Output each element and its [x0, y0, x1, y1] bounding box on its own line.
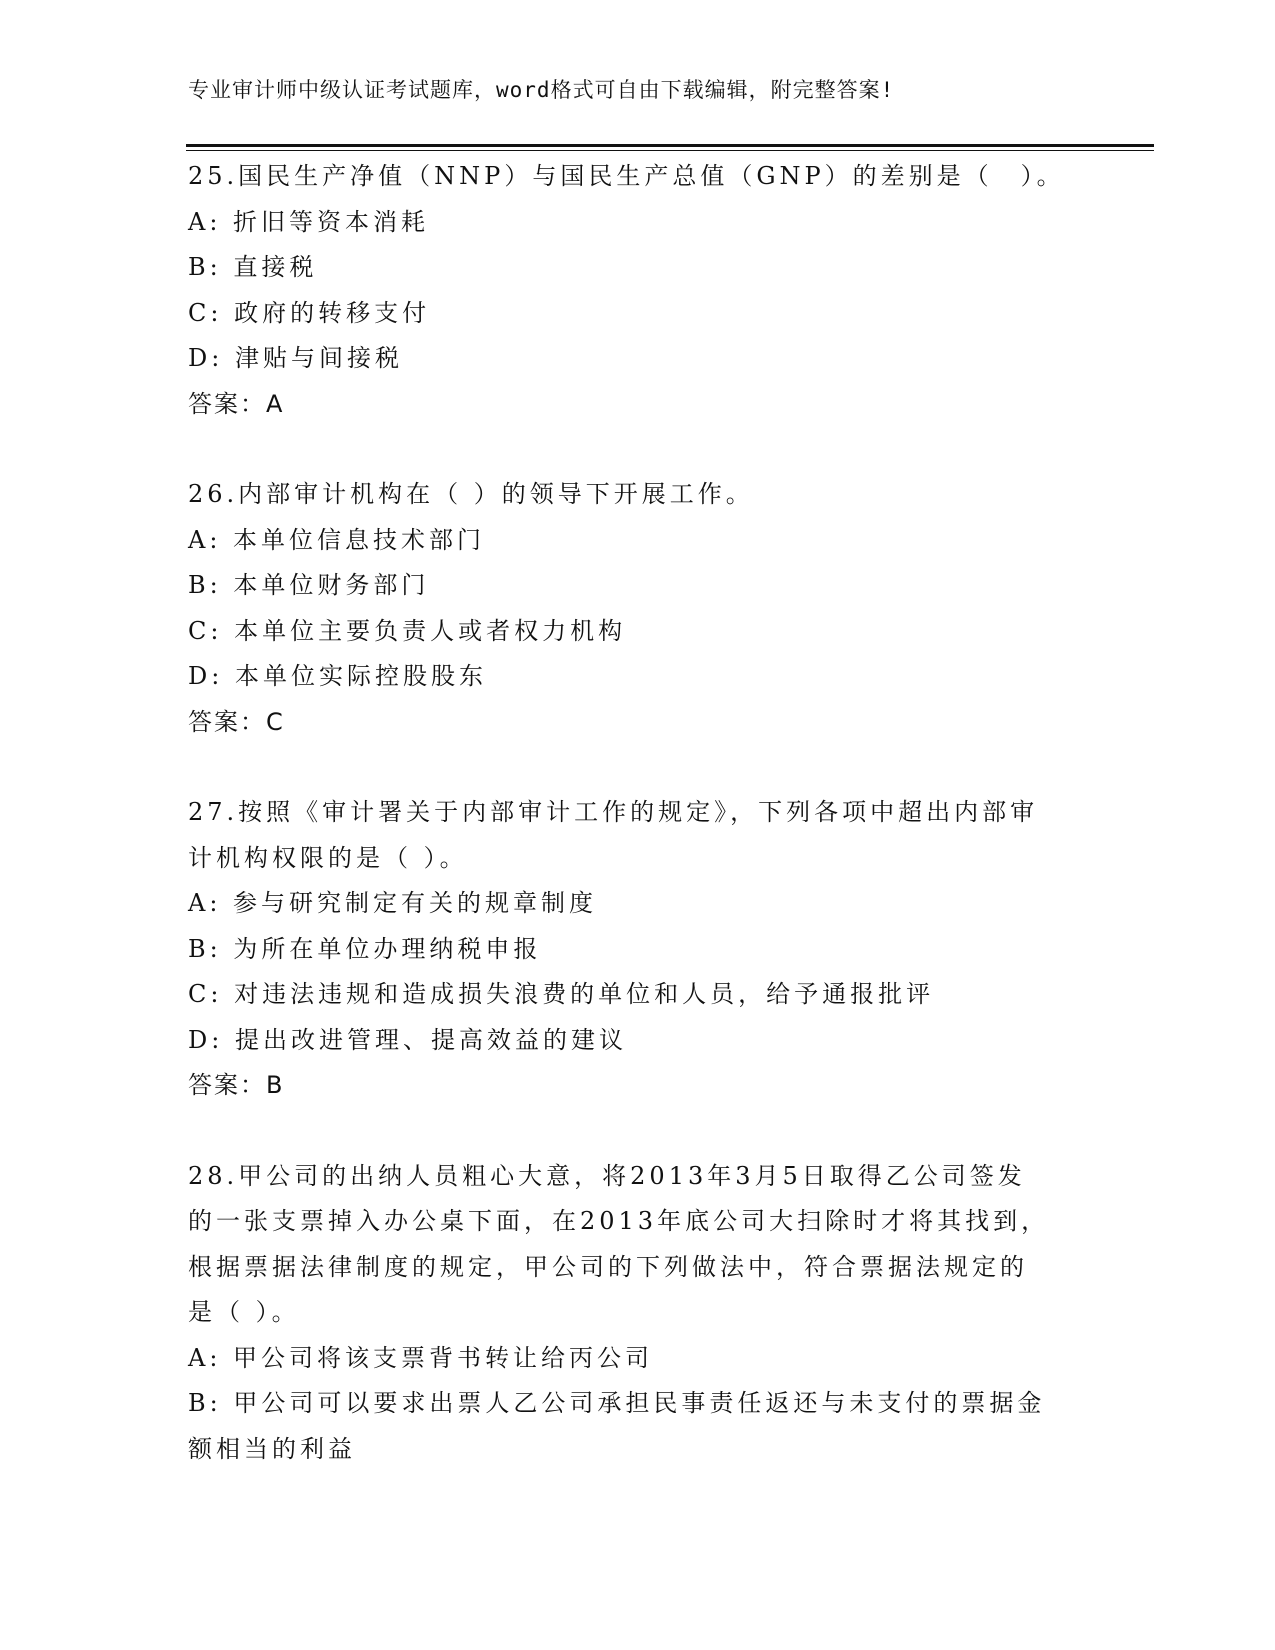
option-a: A: 甲公司将该支票背书转让给丙公司 — [188, 1343, 654, 1372]
question-28 — [188, 1154, 1088, 1473]
option-a: A: 参与研究制定有关的规章制度 — [188, 889, 598, 917]
question-25 — [188, 154, 1088, 427]
option-a: A: 本单位信息技术部门 — [188, 525, 486, 554]
option-b: B: 甲公司可以要求出票人乙公司承担民事责任返还与未支付的票据金 — [188, 1389, 1046, 1417]
question-stem-continued: 计机构权限的是（ ）。 — [188, 843, 468, 872]
option-d: D: 本单位实际控股股东 — [188, 662, 487, 690]
header-rule-thick — [186, 144, 1154, 147]
answer: 答案：C — [188, 707, 285, 736]
question-stem-continued: 是（ ）。 — [188, 1298, 300, 1326]
answer: 答案：B — [188, 1071, 285, 1099]
option-b-continued: 额相当的利益 — [188, 1434, 356, 1463]
page-header: 专业审计师中级认证考试题库，word格式可自由下载编辑，附完整答案! — [188, 78, 895, 102]
question-26 — [188, 472, 1088, 745]
option-c: C: 对违法违规和造成损失浪费的单位和人员，给予通报批评 — [188, 980, 935, 1008]
question-stem: 26.内部审计机构在（ ）的领导下开展工作。 — [188, 480, 754, 508]
option-b: B: 直接税 — [188, 253, 318, 281]
option-c: C: 本单位主要负责人或者权力机构 — [188, 616, 627, 645]
option-a: A: 折旧等资本消耗 — [188, 207, 430, 236]
option-d: D: 津贴与间接税 — [188, 344, 403, 372]
option-c: C: 政府的转移支付 — [188, 298, 431, 327]
option-b: B: 为所在单位办理纳税申报 — [188, 934, 542, 963]
question-stem: 27.按照《审计署关于内部审计工作的规定》，下列各项中超出内部审 — [188, 798, 1039, 826]
question-stem-continued: 的一张支票掉入办公桌下面，在2013年底公司大扫除时才将其找到， — [188, 1207, 1050, 1235]
header-rule-thin — [186, 150, 1154, 151]
question-27 — [188, 790, 1088, 1109]
question-list — [188, 154, 1088, 1517]
question-stem: 28.甲公司的出纳人员粗心大意，将2013年3月5日取得乙公司签发 — [188, 1161, 1026, 1190]
option-b: B: 本单位财务部门 — [188, 571, 430, 599]
answer: 答案：A — [188, 389, 285, 418]
question-stem-continued: 根据票据法律制度的规定，甲公司的下列做法中，符合票据法规定的 — [188, 1252, 1028, 1281]
option-d: D: 提出改进管理、提高效益的建议 — [188, 1025, 627, 1054]
question-stem: 25.国民生产净值（NNP）与国民生产总值（GNP）的差别是（ ）。 — [188, 162, 1065, 190]
